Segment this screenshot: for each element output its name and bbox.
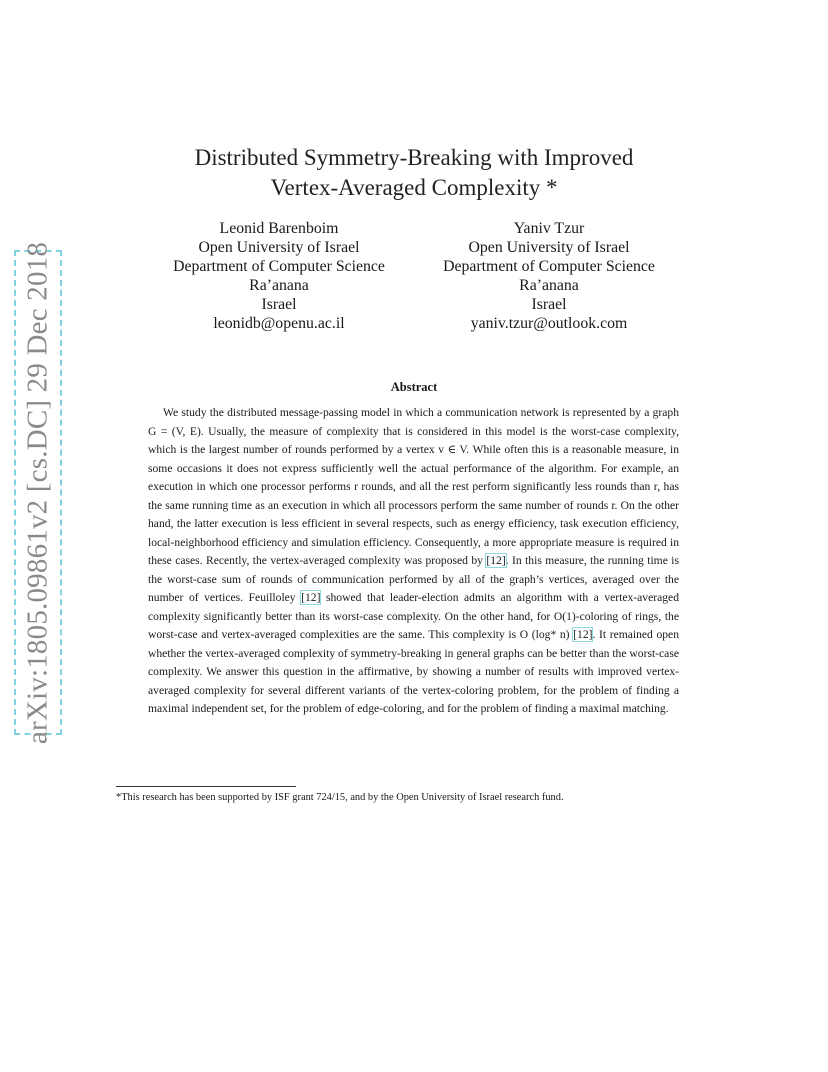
abstract-text: We study the distributed message-passing model in which a communication network is represented by a graph G = (V, E). Usually, the measure of complexity that is considered in this model is the worst-case complexity, which is the largest number of rounds performed by a vertex v ∈ V. While often this is a reasonable measure, in some occasions it does not express sufficiently well the actual performance of the algorithm. For example, an execution in which one processor performs r rounds, and all the rest perform significantly less rounds than r, has the same running time as an execution in which all processors perform the same number of rounds r. On the other hand, the latter execution is less efficient in several respects, such as energy efficiency, task execution efficiency, local-neighborhood efficiency and simulation efficiency. Consequently, a more appropriate measure is required in these cases. Recently, the vertex-averaged complexity was proposed by [148,406,679,567]
author-affiliation: Open University of Israel [198,239,360,256]
author-block-1 [139,219,419,333]
abstract-heading: Abstract [390,380,438,394]
paper-title-line-1: Distributed Symmetry-Breaking with Improved [194,145,634,170]
footnote-rule [116,786,296,787]
citation-link[interactable]: [12] [573,628,593,641]
author-city: Ra’anana [249,277,309,294]
abstract-text: showed that leader-election admits an algorithm with a vertex-averaged complexity significantly better than its worst-case complexity. On the other hand, for O(1)-coloring of rings, the worst-case and vertex-averaged complexities are the same. This complexity is O (log* n) [148,591,679,641]
author-email: yaniv.tzur@outlook.com [470,315,628,332]
author-country: Israel [261,296,297,313]
author-city: Ra’anana [519,277,579,294]
arxiv-identifier-stamp [14,241,62,744]
author-email: leonidb@openu.ac.il [213,315,345,332]
author-name: Yaniv Tzur [513,220,585,237]
author-affiliation: Open University of Israel [468,239,630,256]
citation-link[interactable]: [12] [301,591,321,604]
paper-title-line-2: Vertex-Averaged Complexity * [270,175,558,200]
citation-link[interactable]: [12] [486,554,506,567]
footnote: *This research has been supported by ISF grant 724/15, and by the Open University of Israel research fund. [116,792,564,803]
author-department: Department of Computer Science [173,258,385,275]
author-department: Department of Computer Science [443,258,655,275]
abstract-text: . In this measure, the running time is the worst-case sum of rounds of communication performed by all of the graph’s vertices, averaged over the number of vertices. Feuilloley [148,554,679,604]
author-block-2 [409,219,689,333]
arxiv-identifier: arXiv:1805.09861v2 [cs.DC] 29 Dec 2018 [21,241,54,744]
abstract-body [148,404,679,719]
author-country: Israel [531,296,567,313]
abstract-text: . It remained open whether the vertex-averaged complexity of symmetry-breaking in general graphs can be better than the worst-case complexity. We answer this question in the affirmative, by showing a number of results with improved vertex-averaged complexity for several different variants of the vertex-coloring problem, for the problem of finding a maximal independent set, for the problem of edge-coloring, and for the problem of finding a maximal matching. [148,628,680,715]
author-name: Leonid Barenboim [219,220,339,237]
